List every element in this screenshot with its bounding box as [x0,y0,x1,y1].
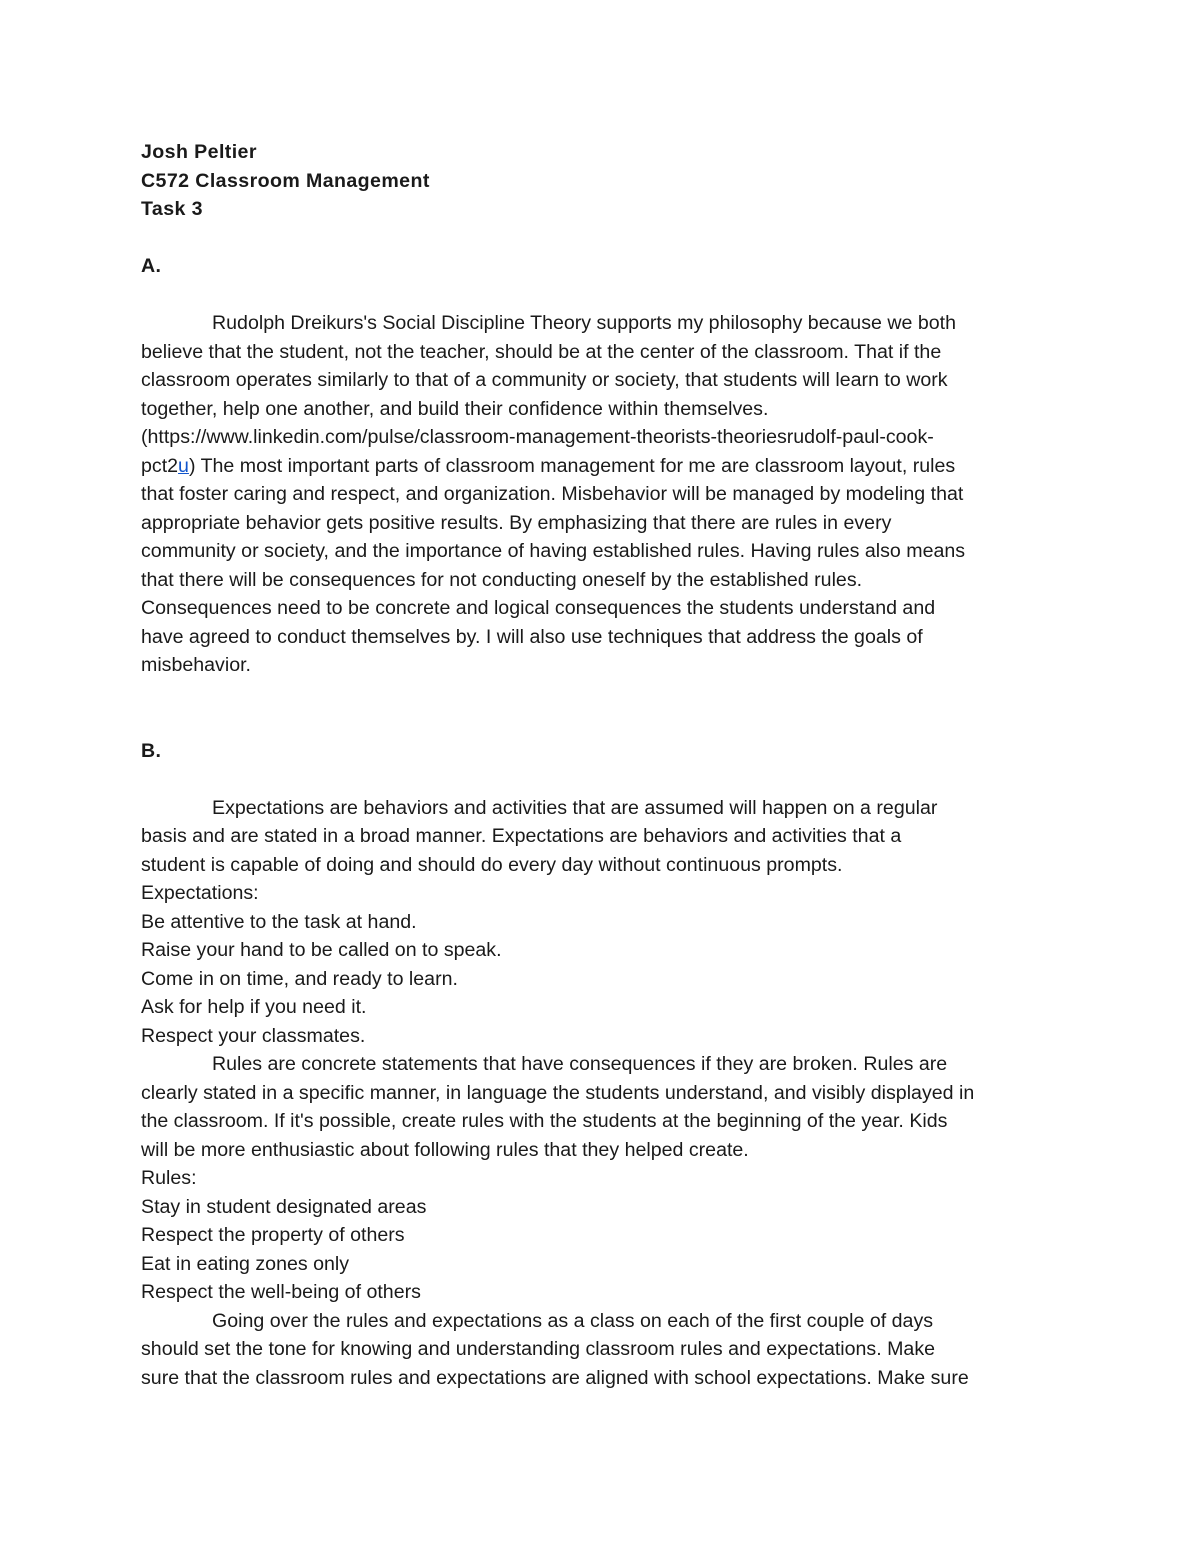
paragraph-line: (https://www.linkedin.com/pulse/classroom-management-theorists-theoriesrudolf-paul-cook- [141,426,934,448]
paragraph-line: appropriate behavior gets positive results. By emphasizing that there are rules in every [141,511,892,534]
list-item: Stay in student designated areas [141,1195,427,1218]
course-title: C572 Classroom Management [141,169,430,192]
paragraph-line: Going over the rules and expectations as a class on each of the first couple of days [212,1309,934,1332]
paragraph-line: should set the tone for knowing and understanding classroom rules and expectations. Make [141,1338,936,1360]
paragraph-line: sure that the classroom rules and expectations are aligned with school expectations. Make sure [141,1366,969,1389]
document-page [141,138,1071,1392]
paragraph-line: clearly stated in a specific manner, in language the students understand, and visibly displayed in [141,1081,975,1104]
paragraph-line: will be more enthusiastic about following rules that they helped create. [141,1138,749,1161]
task-title: Task 3 [141,198,203,220]
section-b-body [141,794,1071,1393]
author-name: Josh Peltier [141,141,257,163]
paragraph-line: Consequences need to be concrete and logical consequences the students understand and [141,597,936,619]
paragraph-line: basis and are stated in a broad manner. Expectations are behaviors and activities that a [141,825,902,847]
paragraph-line: that foster caring and respect, and organization. Misbehavior will be managed by modeling that [141,483,964,505]
section-a-heading: A. [141,255,162,277]
paragraph-line: the classroom. If it's possible, create rules with the students at the beginning of the year. Kids [141,1110,948,1132]
paragraph-line: classroom operates similarly to that of a community or society, that students will learn to work [141,369,948,391]
paragraph-line: Rudolph Dreikurs's Social Discipline Theory supports my philosophy because we both [212,312,956,334]
paragraph-line-with-link: pct2u) The most important parts of classroom management for me are classroom layout, rules [141,454,956,477]
list-item: Eat in eating zones only [141,1252,350,1275]
source-link[interactable]: u [178,454,189,477]
paragraph-line: that there will be consequences for not conducting oneself by the established rules. [141,568,863,591]
paragraph-line: community or society, and the importance of having established rules. Having rules also means [141,540,966,562]
expectations-label: Expectations: [141,882,259,904]
paragraph-line: Rules are concrete statements that have consequences if they are broken. Rules are [212,1053,948,1075]
list-item: Respect the well-being of others [141,1281,421,1303]
paragraph-line: student is capable of doing and should do every day without continuous prompts. [141,853,843,876]
paragraph-line: have agreed to conduct themselves by. I will also use techniques that address the goals of [141,625,923,648]
list-item: Come in on time, and ready to learn. [141,967,458,990]
list-item: Respect your classmates. [141,1024,366,1047]
paragraph-line: Expectations are behaviors and activities that are assumed will happen on a regular [212,796,938,819]
list-item: Respect the property of others [141,1224,405,1246]
list-item: Raise your hand to be called on to speak. [141,939,502,961]
section-a-paragraph [141,309,1071,680]
list-item: Ask for help if you need it. [141,996,367,1018]
paragraph-line: misbehavior. [141,654,251,676]
section-b-heading: B. [141,739,162,762]
paragraph-line: believe that the student, not the teacher, should be at the center of the classroom. That if the [141,340,942,363]
rules-label: Rules: [141,1167,197,1189]
list-item: Be attentive to the task at hand. [141,910,417,933]
paragraph-line: together, help one another, and build their confidence within themselves. [141,397,769,420]
